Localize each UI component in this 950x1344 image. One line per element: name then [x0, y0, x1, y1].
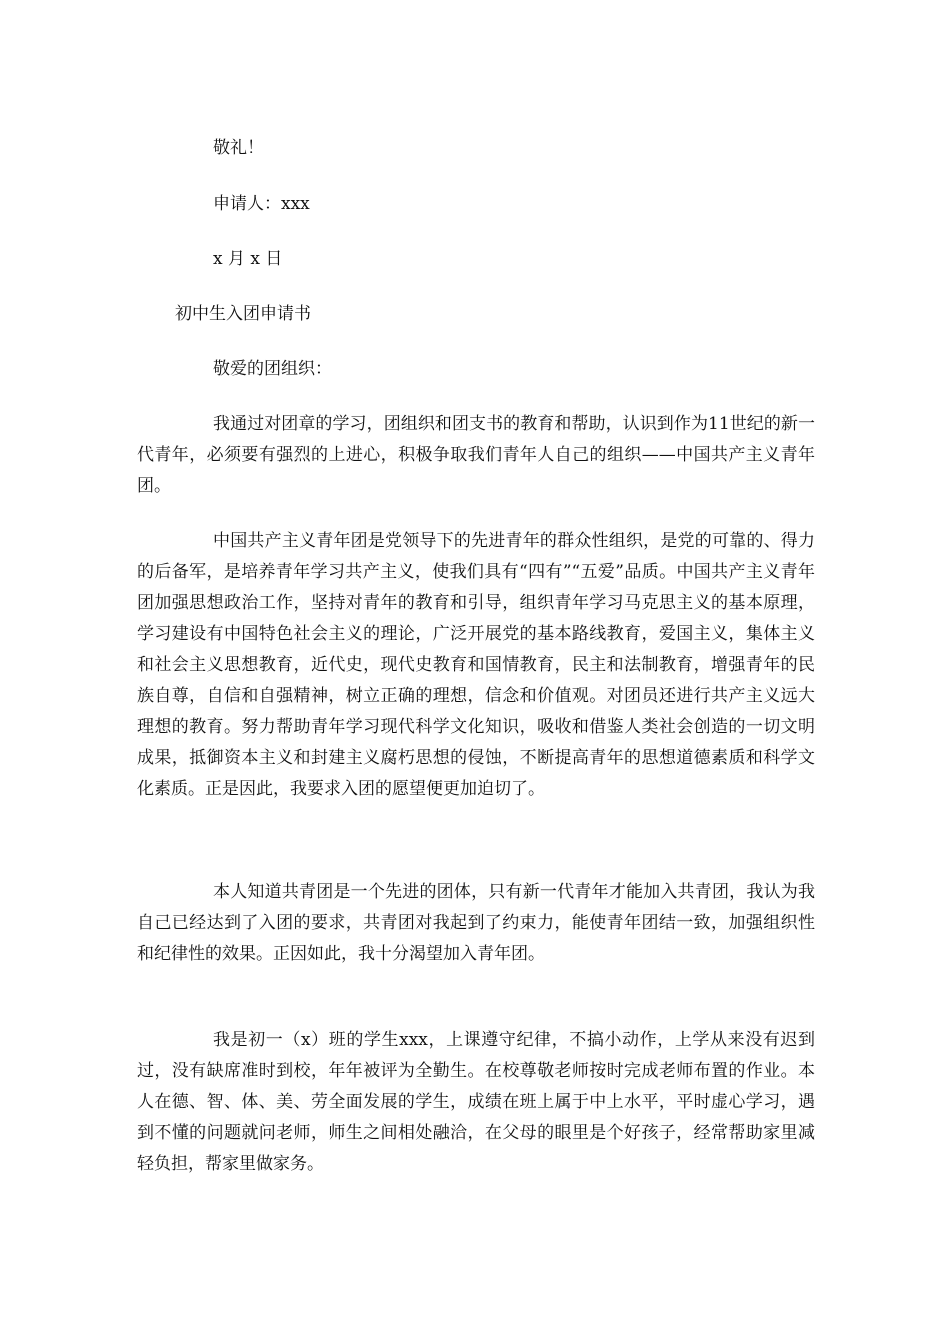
body-paragraph-4: 我是初一（x）班的学生xxx，上课遵守纪律，不搞小动作，上学从来没有迟到过，没有缺席准时到校，年年被评为全勤生。在校尊敬老师按时完成老师布置的作业。本人在德、智、体、美、劳全面发展的学生，成绩在班上属于中上水平，平时虚心学习，遇到不懂的问题就问老师，师生之间相处融洽，在父母的眼里是个好孩子，经常帮助家里减轻负担，帮家里做家务。 [137, 1030, 815, 1174]
letter-greeting: 敬爱的团组织： [213, 359, 332, 379]
letter-title: 初中生入团申请书 [175, 304, 311, 324]
letter-date: x 月 x 日 [213, 249, 283, 269]
closing-salute: 敬礼！ [213, 138, 264, 158]
body-paragraph-2: 中国共产主义青年团是党领导下的先进青年的群众性组织，是党的可靠的、得力的后备军，是培养青年学习共产主义，使我们具有“四有”“五爱”品质。中国共产主义青年团加强思想政治工作，坚持对青年的教育和引导，组织青年学习马克思主义的基本原理，学习建设有中国特色社会主义的理论，广泛开展党的基本路线教育，爱国主义，集体主义和社会主义思想教育，近代史，现代史教育和国情教育，民主和法制教育，增强青年的民族自尊，自信和自强精神，树立正确的理想，信念和价值观。对团员还进行共产主义远大理想的教育。努力帮助青年学习现代科学文化知识，吸收和借鉴人类社会创造的一切文明成果，抵御资本主义和封建主义腐朽思想的侵蚀，不断提高青年的思想道德素质和科学文化素质。正是因此，我要求入团的愿望便更加迫切了。 [137, 531, 815, 799]
body-paragraph-3: 本人知道共青团是一个先进的团体，只有新一代青年才能加入共青团，我认为我自己已经达到了入团的要求，共青团对我起到了约束力，能使青年团结一致，加强组织性和纪律性的效果。正因如此，我十分渴望加入青年团。 [137, 882, 815, 964]
applicant-signature: 申请人：xxx [213, 194, 310, 214]
body-paragraph-1: 我通过对团章的学习，团组织和团支书的教育和帮助，认识到作为11世纪的新一代青年，必须要有强烈的上进心，积极争取我们青年人自己的组织——中国共产主义青年团。 [137, 414, 815, 496]
